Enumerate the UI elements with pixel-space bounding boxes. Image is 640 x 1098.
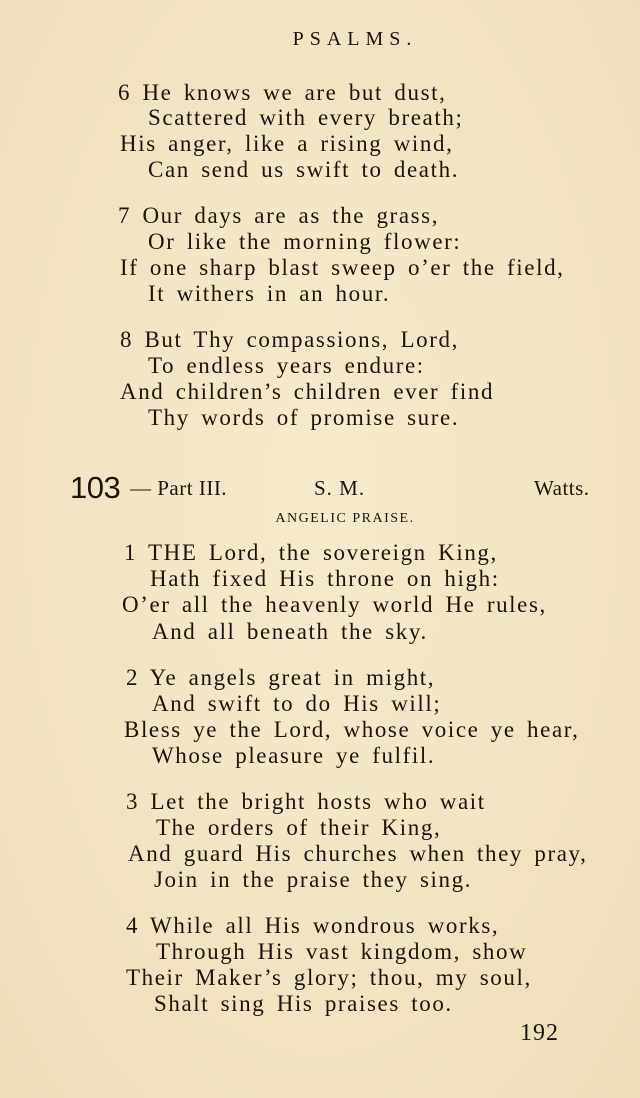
stanza-line: Hath fixed His throne on high: (150, 566, 500, 591)
stanza-line: And children’s children ever find (120, 379, 495, 404)
stanza-line: Bless ye the Lord, whose voice ye hear, (124, 717, 580, 742)
stanza-line: Thy words of promise sure. (148, 405, 460, 430)
stanza-line: And swift to do His will; (152, 691, 442, 716)
stanza-line: Can send us swift to death. (148, 157, 460, 182)
hymn-author: Watts. (534, 476, 590, 500)
stanza-line: The orders of their King, (156, 815, 442, 840)
stanza-line: Their Maker’s glory; thou, my soul, (126, 965, 532, 990)
hymn-header (0, 472, 640, 506)
stanza-line: Whose pleasure ye fulfil. (152, 743, 436, 768)
stanza-line: And guard His churches when they pray, (128, 841, 588, 866)
stanza-line: His anger, like a rising wind, (120, 131, 454, 156)
stanza-line: Scattered with every breath; (148, 105, 464, 130)
stanza-line: To endless years endure: (148, 353, 425, 378)
stanza-line: 8 But Thy compassions, Lord, (120, 327, 459, 352)
stanza-line: O’er all the heavenly world He rules, (122, 592, 547, 617)
stanza-line: 6 He knows we are but dust, (118, 80, 447, 105)
stanza-line: 4 While all His wondrous works, (126, 913, 500, 938)
stanza-line: Or like the morning flower: (148, 229, 462, 254)
stanza-line: Join in the praise they sing. (154, 867, 473, 892)
stanza-line: Through His vast kingdom, show (156, 939, 528, 964)
stanza-line: 7 Our days are as the grass, (118, 203, 440, 228)
hymn-part: — Part III. (130, 476, 228, 500)
hymn-meter: S. M. (314, 476, 366, 500)
stanza-line: Shalt sing His praises too. (154, 991, 453, 1016)
hymn-number: 103 (70, 470, 121, 505)
stanza-line: It withers in an hour. (148, 281, 391, 306)
stanza-line: And all beneath the sky. (152, 619, 428, 644)
stanza-line: 2 Ye angels great in might, (126, 665, 436, 690)
page-number: 192 (520, 1020, 559, 1046)
stanza-line: 1 THE Lord, the sovereign King, (124, 540, 498, 565)
running-head: PSALMS. (292, 28, 418, 50)
stanza-line: If one sharp blast sweep o’er the field, (120, 255, 565, 280)
stanza-line: 3 Let the bright hosts who wait (126, 789, 486, 814)
hymn-subtitle: ANGELIC PRAISE. (275, 511, 415, 526)
